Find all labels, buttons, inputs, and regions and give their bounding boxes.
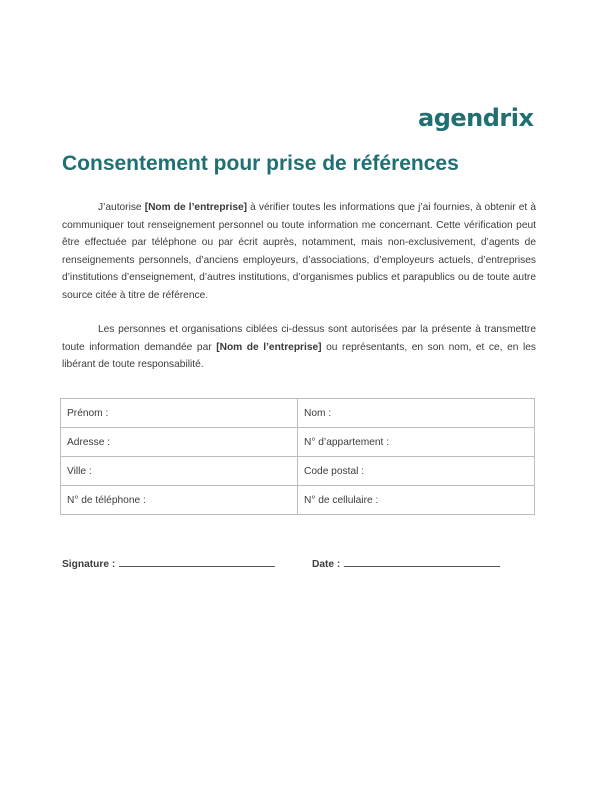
release-paragraph bbox=[62, 321, 536, 374]
paragraph-text-end: ou représentants, en son nom, et ce, en les libérant de toute responsabilité. bbox=[62, 341, 536, 371]
table-row bbox=[61, 486, 535, 515]
apartment-field[interactable]: N° d’appartement : bbox=[298, 428, 535, 457]
postal-code-field[interactable]: Code postal : bbox=[298, 457, 535, 486]
company-name-placeholder: [Nom de l’entreprise] bbox=[144, 202, 248, 213]
agendrix-logo: agendrix bbox=[418, 104, 534, 132]
cellphone-field[interactable]: N° de cellulaire : bbox=[298, 486, 535, 515]
date-line[interactable] bbox=[344, 557, 500, 567]
last-name-field[interactable]: Nom : bbox=[298, 399, 535, 428]
first-name-field[interactable]: Prénom : bbox=[61, 399, 298, 428]
signature-line[interactable] bbox=[119, 557, 275, 567]
table-row bbox=[61, 428, 535, 457]
paragraph-text-start: J’autorise bbox=[98, 202, 145, 213]
phone-field[interactable]: N° de téléphone : bbox=[61, 486, 298, 515]
table-row bbox=[61, 399, 535, 428]
address-field[interactable]: Adresse : bbox=[61, 428, 298, 457]
date-block bbox=[312, 557, 500, 570]
table-row bbox=[61, 457, 535, 486]
signature-label: Signature : bbox=[62, 559, 116, 570]
personal-info-table bbox=[60, 398, 535, 515]
page-title: Consentement pour prise de références bbox=[62, 152, 459, 175]
company-name-placeholder: [Nom de l’entreprise] bbox=[216, 341, 322, 353]
signature-block bbox=[62, 557, 275, 570]
date-label: Date : bbox=[312, 559, 341, 570]
paragraph-text-start: Les personnes et organisations ciblées ci-dessus sont autorisées par la présente à transmettre toute information demandée par bbox=[62, 324, 536, 353]
city-field[interactable]: Ville : bbox=[61, 457, 298, 486]
consent-paragraph bbox=[62, 199, 536, 305]
paragraph-text-end: à vérifier toutes les informations que j’ai fournies, à obtenir et à communiquer tout renseignement personnel ou toute information me concernant. Cette vérification peut être effectuée par téléphone ou par écrit auprès, notamment, mais non-exclusivement, d’agents de renseignements personnels, d’anciens employeurs, d’associations, d’employeurs actuels, d’entreprises d’institutions d’enseignement, d’autres institutions, d’organismes publics et parapublics ou de toute autre source citée à titre de référence. bbox=[62, 202, 536, 301]
